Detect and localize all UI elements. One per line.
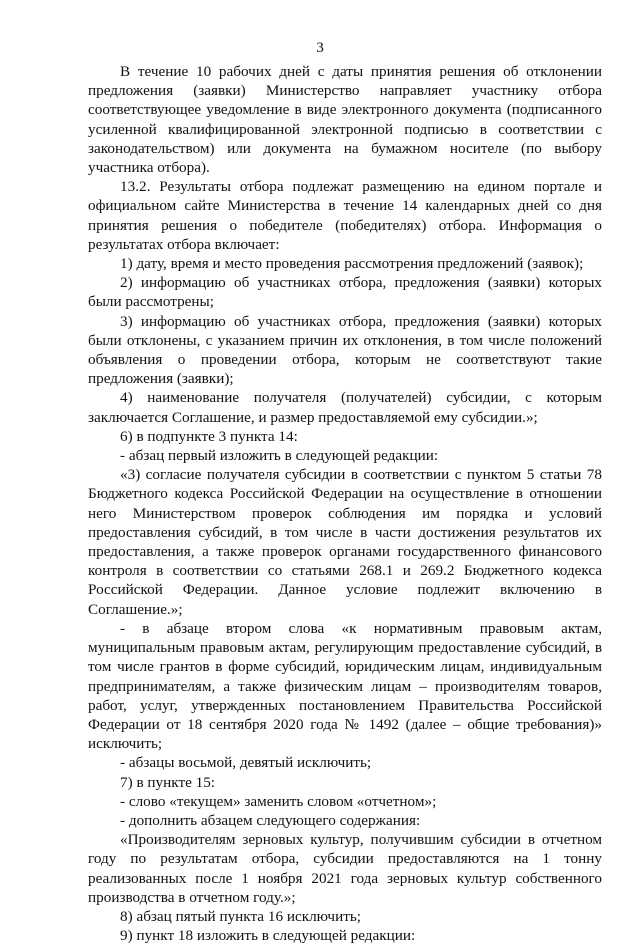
- quoted-subclause-3: «3) согласие получателя субсидии в соответствии с пунктом 5 статьи 78 Бюджетного кодекса Российской Федерации на осуществление в отношении него Министерством проверок соблюдения им порядка и условий предоставления субсидий, в том числе в части достижения результатов их предоставления, а также проверок органами государственного финансового контроля в соответствии со статьями 268.1 и 269.2 Бюджетного кодекса Российской Федерации. Данное условие подлежит включению в Соглашение.»;: [88, 466, 602, 618]
- paragraph-13-2: 13.2. Результаты отбора подлежат размещению на едином портале и официальном сайте Министерства в течение 14 календарных дней со дня принятия решения о победителе (победителях) отбора. Информация о результатах отбора включает:: [88, 178, 602, 253]
- amendment-7-add-paragraph: - дополнить абзацем следующего содержания:: [120, 811, 421, 829]
- list-item-1: 1) дату, время и место проведения рассмотрения предложений (заявок);: [120, 255, 584, 273]
- amendment-9: 9) пункт 18 изложить в следующей редакции:: [120, 927, 416, 945]
- amendment-6-eighth-ninth: - абзацы восьмой, девятый исключить;: [120, 754, 372, 772]
- paragraph-rejection-notice: В течение 10 рабочих дней с даты принятия решения об отклонении предложения (заявки) Министерство направляет участнику отбора соответствующее уведомление в виде электронного документа (подписанного усиленной квалифицированной электронной подписью в соответствии с законодательством) или документа на бумажном носителе (по выбору участника отбора).: [88, 63, 602, 177]
- document-body: [88, 62, 602, 945]
- amendment-6: 6) в подпункте 3 пункта 14:: [120, 427, 298, 445]
- amendment-6-second-paragraph: - в абзаце втором слова «к нормативным правовым актам, муниципальным правовым актам, регулирующим предоставление субсидий, в том числе грантов в форме субсидий, юридическим лицам, индивидуальным предпринимателям, а также физическим лицам – производителям товаров, работ, услуг, утвержденных постановлением Правительства Российской Федерации от 18 сентября 2020 года № 1492 (далее – общие требования)» исключить;: [88, 619, 602, 753]
- amendment-7: 7) в пункте 15:: [120, 773, 216, 791]
- list-item-4: 4) наименование получателя (получателей) субсидии, с которым заключается Соглашение, и размер предоставляемой ему субсидии.»;: [88, 389, 602, 426]
- amendment-7-word-replace: - слово «текущем» заменить словом «отчетном»;: [120, 792, 437, 810]
- list-item-2: 2) информацию об участниках отбора, предложения (заявки) которых были рассмотрены;: [88, 274, 602, 311]
- quoted-grain-producers: «Производителям зерновых культур, получившим субсидии в отчетном году по результатам отбора, субсидии предоставляются на 1 тонну реализованных после 1 ноября 2021 года зерновых культур собственного производства в отчетном году.»;: [88, 831, 602, 906]
- page-number: 3: [316, 39, 324, 56]
- amendment-8: 8) абзац пятый пункта 16 исключить;: [120, 907, 361, 925]
- list-item-3: 3) информацию об участниках отбора, предложения (заявки) которых были отклонены, с указанием причин их отклонения, в том числе положений объявления о проведении отбора, которым не соответствуют такие предложения (заявки);: [88, 312, 602, 388]
- amendment-6-first-paragraph: - абзац первый изложить в следующей редакции:: [120, 447, 439, 465]
